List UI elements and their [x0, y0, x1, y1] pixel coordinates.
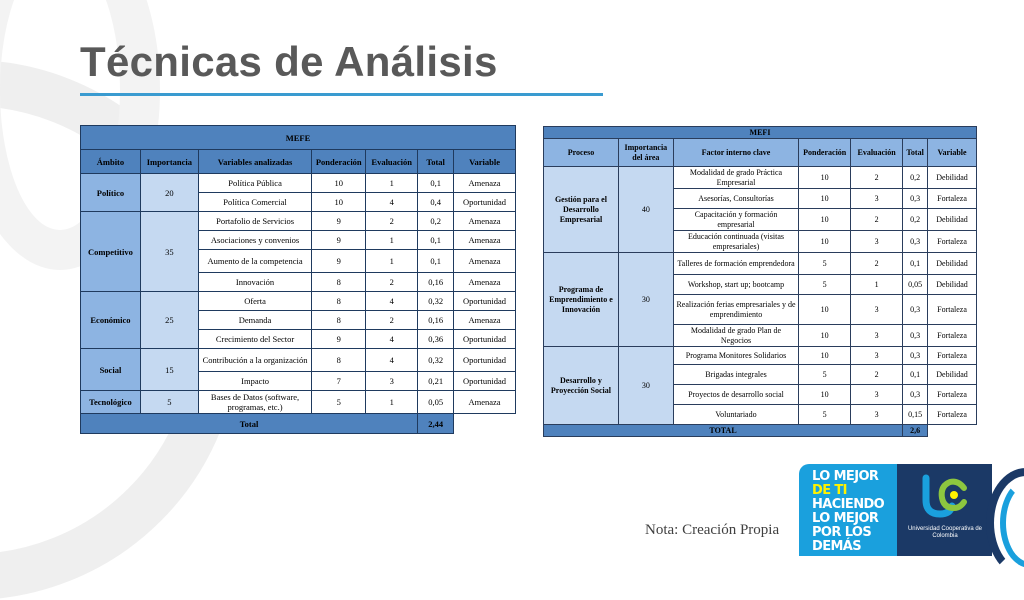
- table-cell: Amenaza: [454, 311, 516, 330]
- mefi-header-factor: Factor interno clave: [673, 139, 798, 167]
- table-cell: 0,1: [418, 174, 454, 193]
- table-cell: Asociaciones y convenios: [198, 231, 311, 250]
- table-cell: Oportunidad: [454, 372, 516, 391]
- table-cell: 4: [366, 193, 418, 212]
- mefi-group-name: Desarrollo y Proyección Social: [544, 347, 619, 425]
- table-cell: 2: [851, 167, 903, 189]
- mefe-header-ponderacion: Ponderación: [312, 150, 366, 174]
- table-cell: Amenaza: [454, 231, 516, 250]
- table-cell: 0,05: [418, 391, 454, 414]
- table-cell: Debilidad: [928, 253, 977, 275]
- source-note: Nota: Creación Propia: [645, 522, 780, 538]
- slogan-line: POR LOS: [812, 525, 872, 540]
- slogan-line: DEMÁS: [812, 539, 862, 554]
- table-cell: Amenaza: [454, 273, 516, 292]
- table-cell: 4: [366, 349, 418, 372]
- table-cell: 10: [799, 325, 851, 347]
- mefi-total-value: 2,6: [903, 425, 928, 437]
- table-cell: Modalidad de grado Práctica Empresarial: [673, 167, 798, 189]
- mefi-group-importance: 30: [618, 347, 673, 425]
- table-cell: 2: [851, 253, 903, 275]
- mefe-group-importance: 35: [140, 212, 198, 292]
- mefi-title: MEFI: [544, 127, 977, 139]
- slogan-line: LO MEJOR: [812, 469, 879, 484]
- table-cell: Educación continuada (visitas empresariales): [673, 231, 798, 253]
- table-cell: Debilidad: [928, 275, 977, 295]
- mefi-table: [543, 126, 977, 437]
- table-cell: 5: [799, 275, 851, 295]
- table-cell: 4: [366, 330, 418, 349]
- mefe-group-importance: 15: [140, 349, 198, 391]
- table-cell: 10: [799, 295, 851, 325]
- table-cell: 1: [366, 174, 418, 193]
- table-cell: 10: [312, 193, 366, 212]
- table-cell: 9: [312, 250, 366, 273]
- table-cell: 5: [799, 253, 851, 275]
- table-cell: Demanda: [198, 311, 311, 330]
- table-cell: Programa Monitores Solidarios: [673, 347, 798, 365]
- table-cell: Debilidad: [928, 167, 977, 189]
- table-cell: Fortaleza: [928, 385, 977, 405]
- table-cell: 2: [366, 212, 418, 231]
- table-cell: Fortaleza: [928, 189, 977, 209]
- table-cell: 8: [312, 311, 366, 330]
- table-cell: 1: [366, 231, 418, 250]
- university-logo-icon: [920, 474, 968, 520]
- table-cell: 0,2: [903, 167, 928, 189]
- mefe-group-importance: 25: [140, 292, 198, 349]
- table-cell: 0,16: [418, 311, 454, 330]
- table-cell: 10: [799, 385, 851, 405]
- mefe-header-variable: Variable: [454, 150, 516, 174]
- table-cell: Debilidad: [928, 209, 977, 231]
- table-cell: Fortaleza: [928, 295, 977, 325]
- table-cell: 5: [799, 405, 851, 425]
- table-cell: Portafolio de Servicios: [198, 212, 311, 231]
- table-cell: 1: [366, 250, 418, 273]
- table-cell: Impacto: [198, 372, 311, 391]
- table-cell: Proyectos de desarrollo social: [673, 385, 798, 405]
- table-cell: 7: [312, 372, 366, 391]
- table-cell: 1: [851, 275, 903, 295]
- table-row: [544, 167, 977, 189]
- slogan-line: DE TI: [812, 483, 847, 498]
- table-cell: 0,1: [903, 253, 928, 275]
- table-cell: Debilidad: [928, 365, 977, 385]
- table-cell: 0,3: [903, 231, 928, 253]
- mefe-header-evaluacion: Evaluación: [366, 150, 418, 174]
- mefi-header-evaluacion: Evaluación: [851, 139, 903, 167]
- table-cell: 10: [799, 347, 851, 365]
- table-cell: Fortaleza: [928, 405, 977, 425]
- mefi-header-ponderacion: Ponderación: [799, 139, 851, 167]
- table-cell: 9: [312, 330, 366, 349]
- title-underline: [80, 93, 603, 96]
- mefe-group-name: Competitivo: [81, 212, 141, 292]
- table-cell: Crecimiento del Sector: [198, 330, 311, 349]
- table-cell: 10: [799, 231, 851, 253]
- table-row: [81, 391, 516, 414]
- table-cell: 3: [851, 295, 903, 325]
- table-cell: 8: [312, 292, 366, 311]
- table-row: [81, 292, 516, 311]
- mefe-title: MEFE: [81, 126, 516, 150]
- table-cell: 3: [851, 189, 903, 209]
- table-cell: 0,3: [903, 325, 928, 347]
- mefe-group-name: Social: [81, 349, 141, 391]
- table-cell: Fortaleza: [928, 231, 977, 253]
- table-cell: 3: [851, 385, 903, 405]
- mefe-group-importance: 20: [140, 174, 198, 212]
- table-cell: 3: [851, 347, 903, 365]
- table-cell: 5: [312, 391, 366, 414]
- mefe-table: [80, 125, 516, 434]
- table-cell: Brigadas integrales: [673, 365, 798, 385]
- mefi-group-name: Programa de Emprendimiento e Innovación: [544, 253, 619, 347]
- mefe-header-variables: Variables analizadas: [198, 150, 311, 174]
- table-cell: 0,32: [418, 349, 454, 372]
- table-cell: Fortaleza: [928, 347, 977, 365]
- mefe-header-total: Total: [418, 150, 454, 174]
- table-cell: 2: [366, 273, 418, 292]
- table-cell: 0,36: [418, 330, 454, 349]
- table-cell: 0,2: [418, 212, 454, 231]
- table-cell: 3: [851, 231, 903, 253]
- table-cell: 3: [366, 372, 418, 391]
- table-cell: 8: [312, 273, 366, 292]
- table-cell: Modalidad de grado Plan de Negocios: [673, 325, 798, 347]
- table-cell: 8: [312, 349, 366, 372]
- table-cell: Amenaza: [454, 391, 516, 414]
- table-cell: Oportunidad: [454, 349, 516, 372]
- table-cell: 0,05: [903, 275, 928, 295]
- slogan-logo: [812, 470, 894, 554]
- table-cell: Asesorías, Consultorías: [673, 189, 798, 209]
- table-cell: Política Comercial: [198, 193, 311, 212]
- table-cell: Aumento de la competencia: [198, 250, 311, 273]
- table-cell: Oferta: [198, 292, 311, 311]
- mefi-total-row: [544, 425, 977, 437]
- table-cell: 0,4: [418, 193, 454, 212]
- table-cell: Política Pública: [198, 174, 311, 193]
- table-cell: 3: [851, 405, 903, 425]
- table-row: [544, 347, 977, 365]
- mefe-total-label: Total: [81, 414, 418, 434]
- mefi-group-name: Gestión para el Desarrollo Empresarial: [544, 167, 619, 253]
- table-cell: 0,3: [903, 189, 928, 209]
- mefi-group-importance: 30: [618, 253, 673, 347]
- slogan-line: HACIENDO: [812, 497, 885, 512]
- mefi-header-total: Total: [903, 139, 928, 167]
- mefi-total-label: TOTAL: [544, 425, 903, 437]
- table-cell: 0,1: [418, 250, 454, 273]
- table-cell: Realización ferias empresariales y de emprendimiento: [673, 295, 798, 325]
- table-cell: 0,21: [418, 372, 454, 391]
- table-cell: 9: [312, 231, 366, 250]
- table-row: [81, 349, 516, 372]
- mefe-total-value: 2,44: [418, 414, 454, 434]
- table-cell: Voluntariado: [673, 405, 798, 425]
- table-row: [81, 174, 516, 193]
- slide-title: Técnicas de Análisis: [80, 38, 498, 85]
- table-cell: Capacitación y formación empresarial: [673, 209, 798, 231]
- mefe-header-ambito: Ámbito: [81, 150, 141, 174]
- mefi-header-variable: Variable: [928, 139, 977, 167]
- table-cell: Oportunidad: [454, 193, 516, 212]
- table-cell: Fortaleza: [928, 325, 977, 347]
- table-cell: 10: [312, 174, 366, 193]
- table-cell: Oportunidad: [454, 330, 516, 349]
- table-cell: Amenaza: [454, 250, 516, 273]
- table-cell: 0,3: [903, 385, 928, 405]
- table-cell: Amenaza: [454, 174, 516, 193]
- table-cell: 0,3: [903, 295, 928, 325]
- mefi-header-proceso: Proceso: [544, 139, 619, 167]
- table-cell: 5: [799, 365, 851, 385]
- slogan-line: LO MEJOR: [812, 511, 879, 526]
- table-cell: 0,1: [418, 231, 454, 250]
- table-row: [81, 212, 516, 231]
- table-cell: Innovación: [198, 273, 311, 292]
- table-cell: 10: [799, 167, 851, 189]
- mefe-group-importance: 5: [140, 391, 198, 414]
- table-cell: 0,1: [903, 365, 928, 385]
- table-cell: 10: [799, 209, 851, 231]
- mefe-group-name: Económico: [81, 292, 141, 349]
- table-cell: Bases de Datos (software, programas, etc.): [198, 391, 311, 414]
- mefe-group-name: Tecnológico: [81, 391, 141, 414]
- table-cell: 0,15: [903, 405, 928, 425]
- table-cell: Workshop, start up; bootcamp: [673, 275, 798, 295]
- table-cell: Oportunidad: [454, 292, 516, 311]
- mefe-group-name: Político: [81, 174, 141, 212]
- table-cell: 1: [366, 391, 418, 414]
- table-cell: Amenaza: [454, 212, 516, 231]
- empty-cell: [454, 414, 516, 434]
- mefi-header-importancia: Importancia del área: [618, 139, 673, 167]
- table-cell: 3: [851, 325, 903, 347]
- table-cell: 2: [851, 365, 903, 385]
- mefi-group-importance: 40: [618, 167, 673, 253]
- table-cell: Contribución a la organización: [198, 349, 311, 372]
- table-cell: 0,32: [418, 292, 454, 311]
- table-cell: 4: [366, 292, 418, 311]
- table-cell: 2: [366, 311, 418, 330]
- mefe-header-importancia: Importancia: [140, 150, 198, 174]
- table-cell: 10: [799, 189, 851, 209]
- table-cell: 9: [312, 212, 366, 231]
- mefe-total-row: [81, 414, 516, 434]
- table-cell: 2: [851, 209, 903, 231]
- empty-cell: [928, 425, 977, 437]
- university-name: Universidad Cooperativa de Colombia: [907, 526, 983, 539]
- table-cell: 0,16: [418, 273, 454, 292]
- table-cell: 0,2: [903, 209, 928, 231]
- table-row: [544, 253, 977, 275]
- table-cell: Talleres de formación emprendedora: [673, 253, 798, 275]
- table-cell: 0,3: [903, 347, 928, 365]
